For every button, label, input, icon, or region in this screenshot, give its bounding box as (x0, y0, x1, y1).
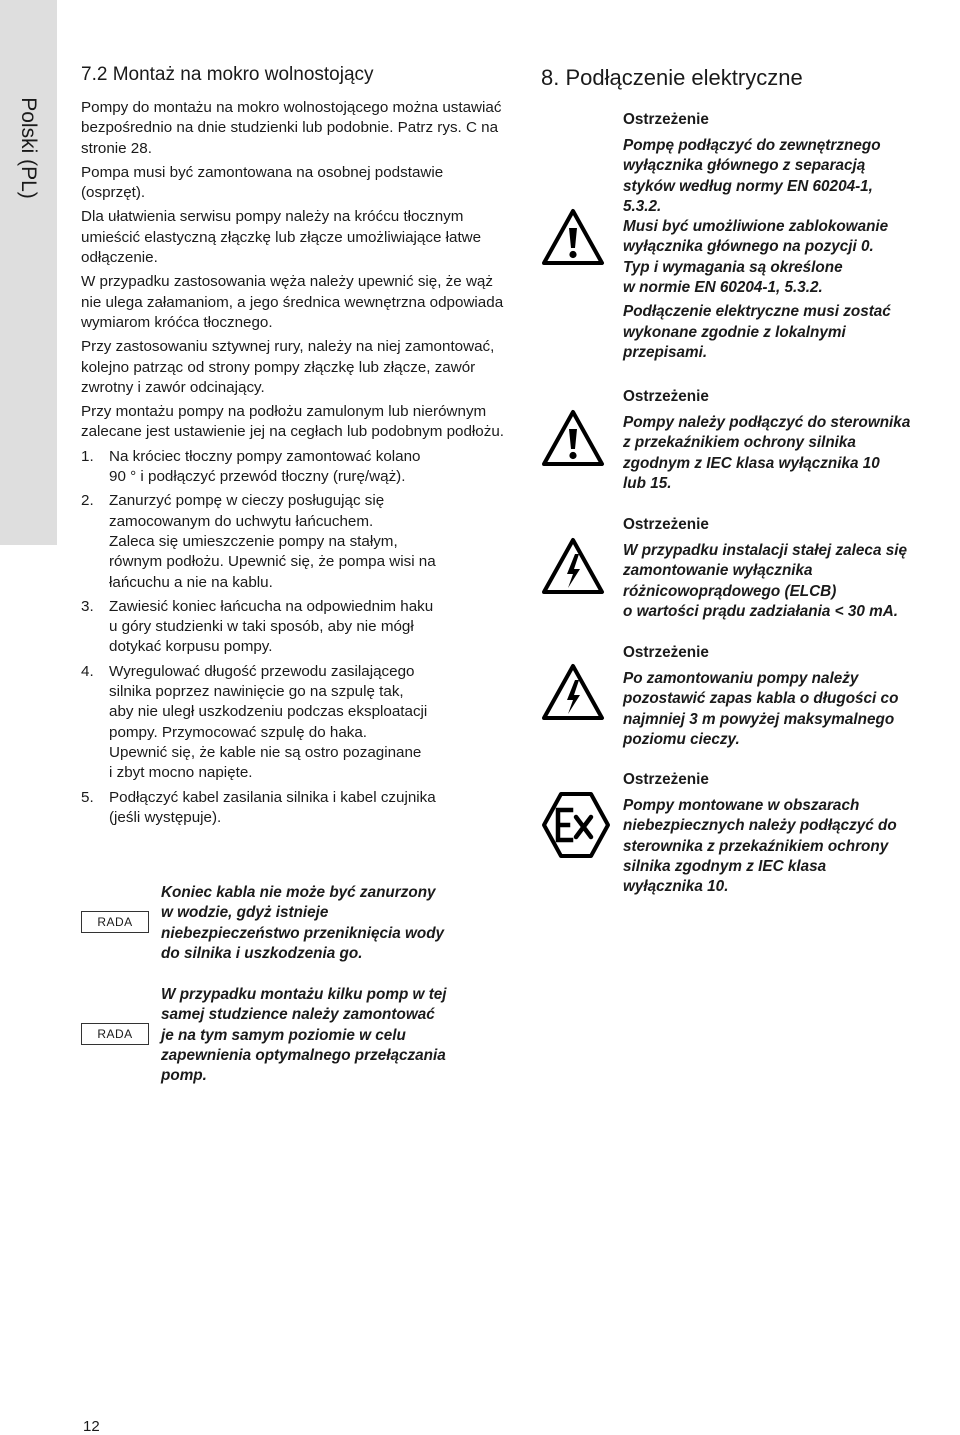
warning-text (623, 796, 960, 897)
warning-line: z przekaźnikiem ochrony silnika (623, 434, 856, 452)
step-item (81, 788, 506, 829)
installation-steps (81, 447, 506, 828)
warning-text (623, 413, 960, 494)
step-text: silnika poprzez nawinięcie go na szpulę tak, (109, 683, 404, 701)
warning-line: zgodnym z IEC klasa wyłącznika 10 (623, 454, 880, 472)
step-number: 5. (81, 788, 94, 806)
tip-line: do silnika i uszkodzenia go. (161, 944, 363, 962)
paragraph: Pompy do montażu na mokro wolnostojącego można ustawiać bezpośrednio na dnie studzienki lub podobnie. Patrz rys. C na stronie 28. (81, 99, 502, 157)
tip-line: W przypadku montażu kilku pomp w tej (161, 986, 447, 1003)
step-text: 90 ° i podłączyć przewód tłoczny (rurę/wąż). (109, 468, 406, 486)
paragraph: Przy montażu pompy na podłożu zamulonym lub nierównym zalecane jest ustawienie jej na cegłach lub podobnym podłożu. (81, 403, 504, 441)
warning-text (623, 669, 960, 750)
warning-line: wyłącznika 10. (623, 878, 729, 896)
language-tab-label: Polski (PL) (17, 97, 40, 199)
step-item (81, 597, 506, 658)
warning-line: Podłączenie elektryczne musi zostać (623, 303, 891, 321)
step-text: Zawiesić koniec łańcucha na odpowiednim haku (109, 597, 434, 615)
warning-line: silnika zgodnym z IEC klasa (623, 857, 827, 875)
step-item (81, 447, 506, 488)
warning-line: pozostawić zapas kabla o długości co (623, 690, 899, 708)
tip-line: je na tym samym poziomie w celu (161, 1026, 406, 1044)
warning-line: zamontowanie wyłącznika (623, 562, 813, 580)
warning-line: Pompy należy podłączyć do sterownika (623, 414, 911, 431)
tip-line: zapewnienia optymalnego przełączania (161, 1046, 446, 1064)
tip-line: Koniec kabla nie może być zanurzony (161, 884, 436, 901)
page-number: 12 (83, 1418, 100, 1435)
section-heading-7-2: 7.2 Montaż na mokro wolnostojący (81, 64, 374, 85)
step-text: i zbyt mocno napięte. (109, 764, 253, 782)
warning-title: Ostrzeżenie (623, 644, 709, 661)
step-number: 4. (81, 662, 94, 680)
electric-hazard-icon (541, 663, 605, 726)
step-text: Zaleca się umieszczenie pompy na stałym, (109, 532, 398, 550)
paragraph: W przypadku zastosowania węża należy upewnić się, że wąż nie ulega załamaniom, a jego średnica wewnętrzna odpowiada wymiarom króćca tłocznego. (81, 273, 504, 331)
step-text: dotykać korpusu pompy. (109, 638, 273, 656)
exclamation-triangle-icon (541, 208, 605, 271)
tip-line: samej studzience należy zamontować (161, 1006, 435, 1024)
step-text: Upewnić się, że kable nie są ostro pozaginane (109, 743, 422, 761)
tip-line: w wodzie, gdyż istnieje (161, 904, 329, 922)
warning-text (623, 541, 960, 622)
warning-line: Musi być umożliwione zablokowanie (623, 218, 889, 236)
language-side-tab (0, 0, 57, 545)
warning-line: 5.3.2. (623, 197, 662, 215)
step-number: 3. (81, 597, 94, 615)
tip-text (161, 883, 506, 964)
warning-line: lub 15. (623, 474, 672, 492)
warning-title: Ostrzeżenie (623, 516, 709, 533)
tip-line: pomp. (161, 1067, 207, 1085)
step-text: zamocowanym do uchwytu łańcuchem. (109, 512, 374, 530)
tip-label: RADA (81, 1023, 149, 1045)
step-item (81, 491, 506, 592)
warning-line: o wartości prądu zadziałania < 30 mA. (623, 602, 899, 620)
right-column (541, 64, 960, 111)
step-text: u góry studzienki w taki sposób, aby nie mógł (109, 618, 414, 636)
step-item (81, 662, 506, 784)
step-text: pompy. Przymocować szpulę do haka. (109, 723, 368, 741)
warning-line: wykonane zgodnie z lokalnymi (623, 323, 846, 341)
warning-title: Ostrzeżenie (623, 111, 709, 128)
warning-line: Typ i wymagania są określone (623, 258, 843, 276)
warning-line: różnicowoprądowego (ELCB) (623, 582, 837, 600)
paragraph: Pompa musi być zamontowana na osobnej podstawie (osprzęt). (81, 163, 444, 202)
warning-line: sterownika z przekaźnikiem ochrony (623, 837, 889, 855)
warning-text (623, 136, 960, 363)
ex-explosion-icon (541, 791, 611, 864)
warning-line: w normie EN 60204-1, 5.3.2. (623, 279, 823, 297)
warning-line: niebezpiecznych należy podłączyć do (623, 817, 897, 835)
step-text: (jeśli występuje). (109, 808, 222, 826)
step-text: Na króciec tłoczny pompy zamontować kolano (109, 447, 421, 465)
step-text: Podłączyć kabel zasilania silnika i kabel czujnika (109, 788, 436, 806)
tip-label: RADA (81, 911, 149, 933)
warning-title: Ostrzeżenie (623, 771, 709, 788)
warning-line: styków według normy EN 60204-1, (623, 177, 873, 195)
warning-line: przepisami. (623, 343, 708, 361)
warning-line: W przypadku instalacji stałej zaleca się (623, 542, 907, 559)
step-number: 1. (81, 447, 94, 465)
electric-hazard-icon (541, 537, 605, 600)
step-text: Wyregulować długość przewodu zasilającego (109, 662, 415, 680)
step-text: Zanurzyć pompę w cieczy posługując się (109, 492, 385, 510)
warning-line: Po zamontowaniu pompy należy (623, 670, 859, 687)
step-text: łańcuchu a nie na kablu. (109, 573, 273, 591)
warning-line: Pompę podłączyć do zewnętrznego (623, 137, 881, 154)
warning-line: Pompy montowane w obszarach (623, 797, 860, 814)
step-text: aby nie uległ uszkodzeniu podczas eksploatacji (109, 703, 428, 721)
left-column (81, 63, 506, 832)
step-text: równym podłożu. Upewnić się, że pompa wisi na (109, 553, 436, 571)
paragraph: Dla ułatwienia serwisu pompy należy na króćcu tłocznym umieścić elastyczną złączkę lub złącze umożliwiające łatwe odłączenie. (81, 208, 482, 267)
tip-line: niebezpieczeństwo przeniknięcia wody (161, 924, 445, 942)
step-number: 2. (81, 492, 94, 510)
warning-line: najmniej 3 m powyżej maksymalnego (623, 710, 895, 728)
warning-title: Ostrzeżenie (623, 388, 709, 405)
warning-line: wyłącznika głównego na pozycji 0. (623, 238, 874, 256)
warning-line: poziomu cieczy. (623, 730, 740, 748)
paragraph: Przy zastosowaniu sztywnej rury, należy na niej zamontować, kolejno patrząc od strony pompy złączkę lub złącze, zawór zwrotny i zawór odcinający. (81, 338, 495, 396)
warning-line: wyłącznika głównego z separacją (623, 157, 866, 175)
section-heading-8: 8. Podłączenie elektryczne (541, 65, 803, 90)
exclamation-triangle-icon (541, 409, 605, 472)
tip-text (161, 985, 506, 1086)
